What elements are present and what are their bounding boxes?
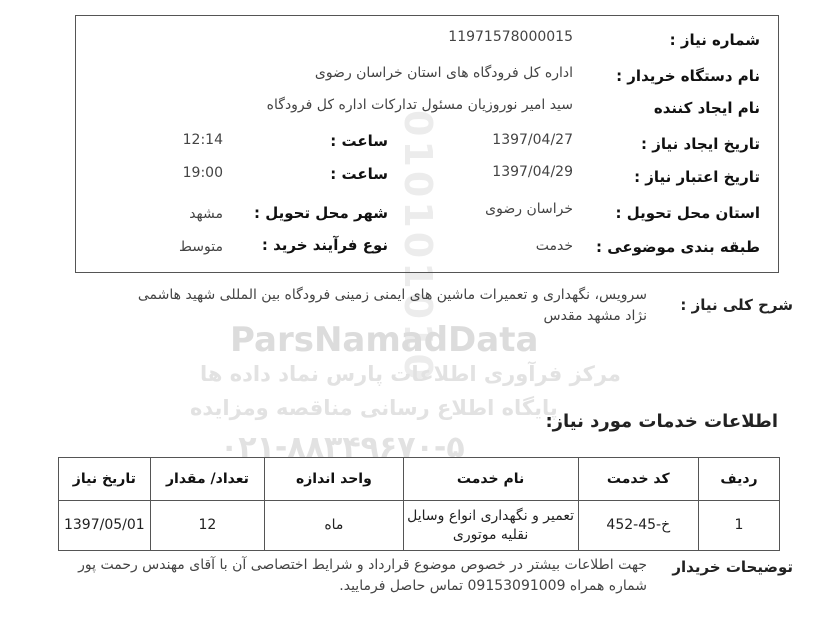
col-need-date: تاریخ نیاز: [59, 458, 151, 501]
creator-label: نام ایجاد کننده: [653, 99, 760, 117]
valid-date-label: تاریخ اعتبار نیاز :: [634, 168, 760, 186]
watermark-line1: مرکز فرآوری اطلاعات پارس نماد داده ها: [200, 362, 621, 386]
city-label: شهر محل تحویل :: [253, 204, 388, 222]
buyer-notes-label: توضیحات خریدار: [672, 558, 793, 576]
services-title: اطلاعات خدمات مورد نیاز:: [545, 411, 778, 432]
valid-time: 19:00: [182, 165, 223, 181]
valid-date: 1397/04/29: [492, 164, 573, 180]
buyer-org: اداره کل فرودگاه های استان خراسان رضوی: [314, 65, 573, 81]
process: متوسط: [179, 239, 223, 255]
city: مشهد: [189, 206, 223, 222]
watermark-digits: 010101010: [396, 110, 440, 384]
col-service-name: نام خدمت: [403, 458, 578, 501]
buyer-notes-text: جهت اطلاعات بیشتر در خصوص موضوع قرارداد و شرایط اختصاصی آن با آقای مهندس رحمت پور شماره همراه 09153091009 تماس حاصل فرمایید.: [78, 557, 647, 594]
services-table: [58, 457, 780, 551]
cell-row-number: 1: [698, 501, 779, 551]
cell-service-name: تعمیر و نگهداری انواع وسایل نقلیه موتوری: [403, 501, 578, 551]
created-date-label: تاریخ ایجاد نیاز :: [641, 135, 760, 153]
buyer-org-label: نام دستگاه خریدار :: [616, 67, 760, 85]
col-row-number: ردیف: [698, 458, 779, 501]
need-number-label: شماره نیاز :: [669, 31, 760, 49]
watermark-phone: ۰۲۱-۸۸۳۴۹۶۷۰-۵: [220, 430, 465, 465]
valid-time-label: ساعت :: [330, 165, 388, 183]
services-header-row: [59, 458, 780, 501]
col-unit: واحد اندازه: [265, 458, 403, 501]
table-row: [59, 501, 780, 551]
watermark-line2: پایگاه اطلاع رسانی مناقصه ومزایده: [190, 396, 558, 420]
need-number: 11971578000015: [448, 29, 573, 45]
watermark-brand: ParsNamadData: [230, 320, 539, 360]
cell-need-date: 1397/05/01: [59, 501, 151, 551]
created-time-label: ساعت :: [330, 132, 388, 150]
creator: سید امیر نوروزیان مسئول تدارکات اداره کل فرودگاه: [266, 97, 573, 113]
cell-quantity: 12: [150, 501, 265, 551]
cell-unit: ماه: [265, 501, 403, 551]
created-date: 1397/04/27: [492, 132, 573, 148]
need-info-box: [75, 15, 779, 273]
description-text: سرویس، نگهداری و تعمیرات ماشین های ایمنی زمینی فرودگاه بین المللی شهید هاشمی نژاد مشهد مقدس: [137, 287, 647, 324]
created-time: 12:14: [182, 132, 223, 148]
description-label: شرح کلی نیاز :: [680, 296, 793, 314]
process-label: نوع فرآیند خرید :: [261, 236, 388, 254]
cell-service-code: خ-45-452: [578, 501, 698, 551]
province-label: استان محل تحویل :: [615, 204, 760, 222]
category: خدمت: [535, 238, 573, 254]
province: خراسان رضوی: [485, 201, 573, 217]
col-service-code: کد خدمت: [578, 458, 698, 501]
col-quantity: تعداد/ مقدار: [150, 458, 265, 501]
category-label: طبقه بندی موضوعی :: [596, 238, 760, 256]
